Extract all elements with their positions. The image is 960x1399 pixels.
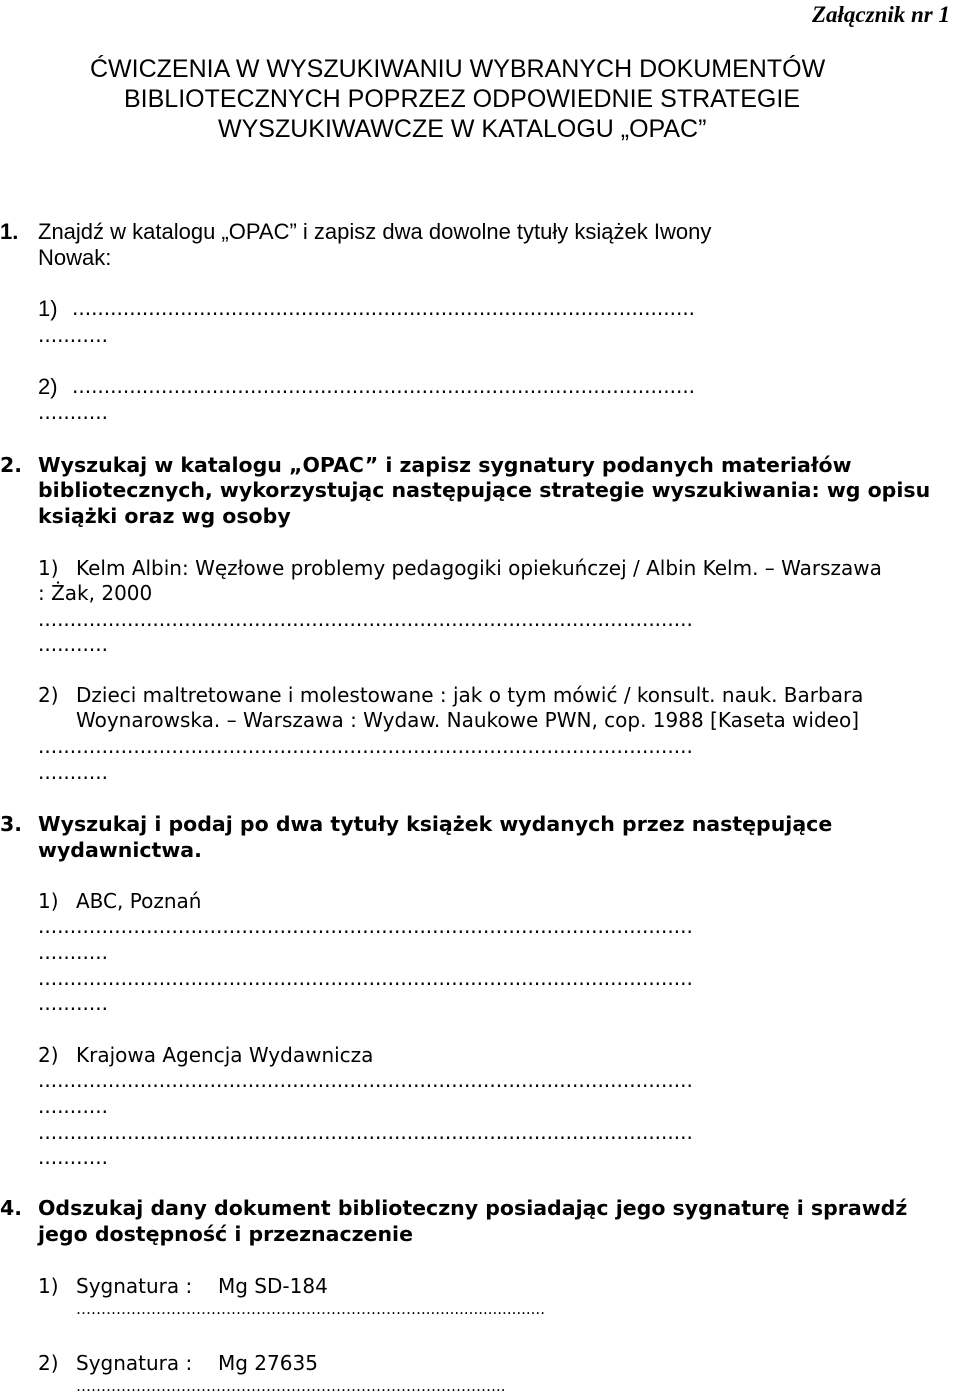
annex-label: Załącznik nr 1 <box>811 2 950 27</box>
task4-item-2-value: Mg 27635 <box>218 1351 318 1375</box>
task3-item-1-dots-3: ....................................................................................................... <box>38 966 693 990</box>
task2-item-2-dots: ....................................................................................................... <box>38 734 693 758</box>
task4-item-2-label: 2) <box>38 1351 59 1375</box>
task2-item-1-text-line-2: : Żak, 2000 <box>38 581 153 605</box>
task1-text-line-2: Nowak: <box>38 245 112 270</box>
task2-item-2-text-line-1: Dzieci maltretowane i molestowane : jak o tym mówić / konsult. nauk. Barbara <box>76 683 864 707</box>
task1-answer-2-dots-cont: ........... <box>38 400 108 424</box>
task3-item-1-text: ABC, Poznań <box>76 889 202 913</box>
task2-item-2-text-line-2: Woynarowska. – Warszawa : Wydaw. Naukowe PWN, cop. 1988 [Kaseta wideo] <box>76 708 860 732</box>
task4-item-1-key: Sygnatura : <box>76 1274 193 1298</box>
task3-item-1-label: 1) <box>38 889 59 913</box>
task4-item-1-label: 1) <box>38 1274 59 1298</box>
title-line-1: ĆWICZENIA W WYSZUKIWANIU WYBRANYCH DOKUMENTÓW <box>90 55 826 83</box>
task1-answer-1-label: 1) <box>38 296 58 321</box>
task1-answer-1-dots: .................................................................................................. <box>72 296 696 320</box>
task2-text-line-1: Wyszukaj w katalogu „OPAC” i zapisz sygnatury podanych materiałów <box>38 453 852 477</box>
task1-answer-2-dots: .................................................................................................. <box>72 374 696 398</box>
task3-item-2-dots-2: ........... <box>38 1094 108 1118</box>
task1-answer-1-dots-cont: ........... <box>38 323 108 347</box>
task3-item-1-dots-1: ....................................................................................................... <box>38 914 693 938</box>
title-line-3: WYSZUKIWAWCZE W KATALOGU „OPAC” <box>218 115 707 143</box>
task4-item-1-value: Mg SD-184 <box>218 1274 328 1298</box>
task2-item-1-dots-cont: ........... <box>38 632 108 656</box>
task4-number: 4. <box>0 1196 23 1220</box>
task3-item-2-dots-4: ........... <box>38 1145 108 1169</box>
task2-item-1-text-line-1: Kelm Albin: Węzłowe problemy pedagogiki opiekuńczej / Albin Kelm. – Warszawa <box>76 556 882 580</box>
task4-item-1-dots: …………………………………………………………….......................... <box>76 1300 545 1318</box>
task2-item-1-label: 1) <box>38 556 59 580</box>
task3-text-line-1: Wyszukaj i podaj po dwa tytuły książek wydanych przez następujące <box>38 812 833 836</box>
task4-item-2-key: Sygnatura : <box>76 1351 193 1375</box>
task2-text-line-3: książki oraz wg osoby <box>38 504 291 528</box>
task3-item-1-dots-4: ........... <box>38 991 108 1015</box>
task3-item-2-dots-3: ....................................................................................................... <box>38 1120 693 1144</box>
task3-item-2-label: 2) <box>38 1043 59 1067</box>
task2-item-2-label: 2) <box>38 683 59 707</box>
task2-item-1-dots: ....................................................................................................... <box>38 607 693 631</box>
task4-text-line-1: Odszukaj dany dokument biblioteczny posiadając jego sygnaturę i sprawdź <box>38 1196 908 1220</box>
task4-text-line-2: jego dostępność i przeznaczenie <box>38 1222 413 1246</box>
task4-item-2-dots: ………………………………………………………………………….. <box>76 1377 506 1395</box>
task1-number: 1. <box>0 219 19 244</box>
task3-item-2-dots-1: ....................................................................................................... <box>38 1068 693 1092</box>
task3-number: 3. <box>0 812 23 836</box>
task3-text-line-2: wydawnictwa. <box>38 838 202 862</box>
task1-answer-2-label: 2) <box>38 374 58 399</box>
title-line-2: BIBLIOTECZNYCH POPRZEZ ODPOWIEDNIE STRATEGIE <box>124 85 801 113</box>
task3-item-2-text: Krajowa Agencja Wydawnicza <box>76 1043 374 1067</box>
task1-text-line-1: Znajdź w katalogu „OPAC” i zapisz dwa dowolne tytuły książek Iwony <box>38 219 712 244</box>
task2-item-2-dots-cont: ........... <box>38 760 108 784</box>
task2-text-line-2: bibliotecznych, wykorzystując następujące strategie wyszukiwania: wg opisu <box>38 478 931 502</box>
task2-number: 2. <box>0 453 23 477</box>
task3-item-1-dots-2: ........... <box>38 940 108 964</box>
